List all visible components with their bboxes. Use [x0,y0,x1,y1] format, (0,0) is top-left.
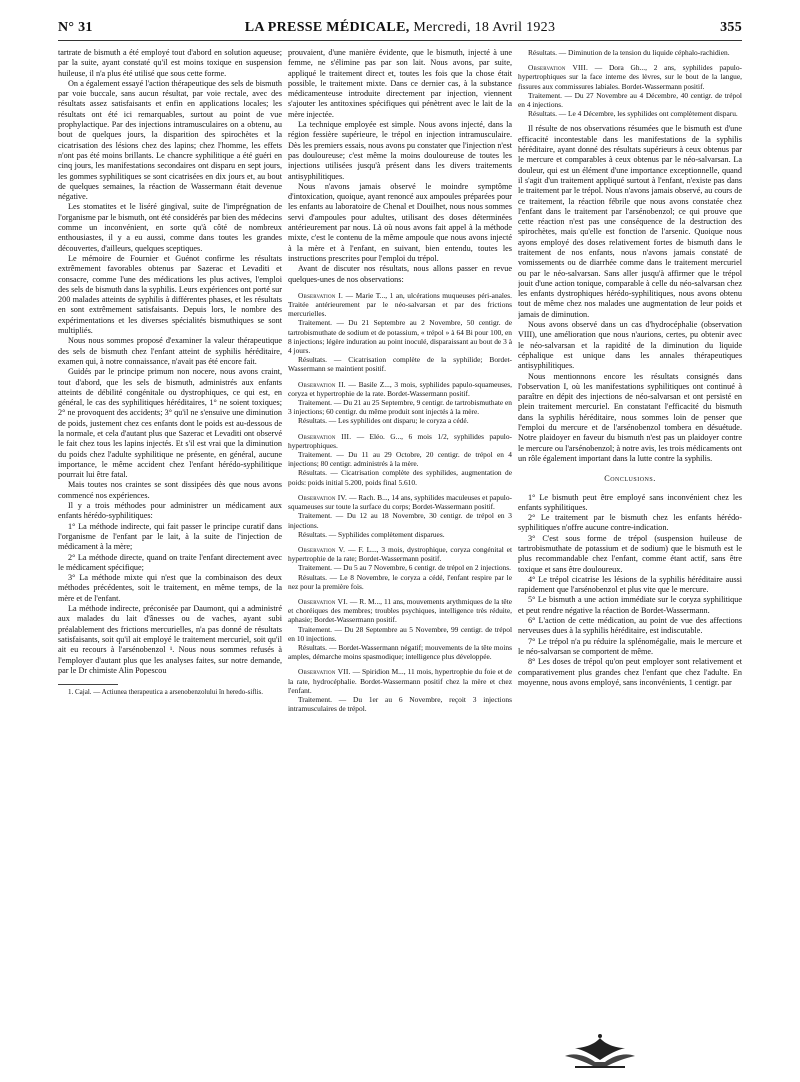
issue-date: Mercredi, 18 Avril 1923 [413,20,556,35]
paragraph: La méthode indirecte, préconisée par Daumont, qui a administré aux malades du lait d'ânesses ou de vaches, ayant subi préalablement des frictions mercurielles, n'a pas donné de résultats satisfaisants, soit qu'il ait employé le traitement mercuriel, soit qu'il ait eu recours à l'arsénobenzol ¹. Nous nous sommes refusés à l'employer d'autant plus que les analyses faites, sur notre demande, par le Dr chimiste Alin Popescou [58,604,282,675]
observation-treatment: Traitement. — Du 27 Novembre au 4 Décembre, 40 centigr. de trépol en 4 injections. [518,90,742,110]
paragraph: 1° La méthode indirecte, qui fait passer le principe curatif dans l'organisme de l'enfant par le lait, à la suite de l'injection de médicament à la mère; [58,521,282,552]
journal-title [58,20,742,36]
observation-label: Observation VI. [298,596,348,606]
observation-label: Observation V. [298,544,346,554]
issue-number: N° 31 [58,20,93,35]
observation-treatment: Traitement. — Du 1er au 6 Novembre, reçoit 3 injections intramusculaires de trépol. [288,694,512,714]
observation-7 [288,667,512,695]
observation-1 [288,291,512,319]
paragraph: Nous mentionnons encore les résultats consignés dans l'observation I, où les manifestations syphilitiques ont continué à paraître en dépit des injections de néo-salvarsan et ont persisté en plein traitement mercuriel. En constatant l'efficacité du bismuth dans la syphilis héréditaire, nous sommes loin de penser que l'emploi du mercure et de l'arsénobenzol tombera en désuétude. Notre plaidoyer en faveur du bismuth n'est pas un plaidoyer contre le mercure ou l'arsénobenzol; à notre avis, les trois médicaments ont un rôle également important dans la lutte contre la syphilis. [518,371,742,463]
conclusion-item: 5° Le bismuth a une action immédiate sur le coryza syphilitique et peut rendre négative la réaction de Bordet-Wassermann. [518,595,742,615]
observation-label: Observation III. [298,431,352,441]
paragraph: Avant de discuter nos résultats, nous allons passer en revue quelques-unes de nos observations: [288,264,512,284]
column-3 [518,48,742,1066]
observation-treatment: Traitement. — Du 28 Septembre au 5 Novembre, 99 centigr. de trépol en 10 injections. [288,624,512,643]
observation-text: — Basile Z..., 3 mois, syphilides papulo-squameuses, coryza et hypertrophie de la rate. Bordet-Wassermann positif. [288,379,512,398]
observation-3 [288,432,512,450]
observation-8 [518,63,742,91]
page-number: 355 [720,20,742,35]
paragraph: 3° La méthode mixte qui n'est que la combinaison des deux méthodes précédentes, soit le traitement, en même temps, de la mère et de l'enfant. [58,573,282,603]
paragraph: Il résulte de nos observations résumées que le bismuth est d'une efficacité incontestable dans les manifestations de la syphilis héréditaire, ayant donné des résultats supérieurs à ceux obtenus par le mercure et comparables à ceux obtenus par le néo-salvarsan. La douleur, qui est un élément d'une importance exceptionnelle, quand il s'agit d'un traitement appliqué surtout à l'enfant, n'existe pas dans le traitement par le trépol. Nous n'avons jamais observé, au cours de ce traitement, la réaction fébrile que nous avons constatée chez l'enfant dans le traitement par l'arsénobenzol; ce qui prouve que cette réaction n'est pas une conséquence de la destruction des spirochètes, mais qu'elle est fonction de l'arsenic. Quoique nous ayons employé des doses relativement fortes de bismuth dans le traitement de nos enfants, nous n'avons jamais constaté de vomissements ou de diarrhée comme dans le traitement mercuriel ou par le néo-salvarsan. Sans aller jusqu'à affirmer que le trépol jouit d'une action tonique, comparable à celle du néo-salvarsan chez les enfants dystrophiques hérédo-syphilitiques, nous avons obtenu tout de même chez nos malades une augmentation de leur poids et jamais de diminution. [518,124,742,319]
observation-5 [288,545,512,563]
column-1 [58,48,282,1066]
paragraph: Nous nous sommes proposé d'examiner la valeur thérapeutique des sels de bismuth chez l'enfant atteint de syphilis héréditaire, examen qui, à notre connaissance, n'avait pas été encore fait. [58,336,282,366]
paragraph: Nous avons observé dans un cas d'hydrocéphalie (observation VIII), une amélioration que nous n'aurions, certes, pu obtenir avec le néo-salvarsan et la rapidité de la diminution du liquide céphalique est unique dans les annales thérapeutiques antisyphilitiques. [518,320,742,371]
observation-results: Résultats. — Bordet-Wassermann négatif; mouvements de la tête moins amples, démarche moins spasmodique; intelligence plus développée. [288,642,512,662]
observation-text: — R. M..., 11 ans, mouvements arythmiques de la tête et choréiques des membres; troubles psychiques, intelligence très réduite, aphasie; Bordet-Wassermann positif. [288,596,512,625]
conclusion-item: 3° C'est sous forme de trépol (suspension huileuse de tartrobismuthate de potassium et de sodium) que le bismuth est le plus recommandable chez l'enfant, comme étant actif, sans être toxique et sans être douloureux. [518,533,742,574]
observation-text: — Marie T..., 1 an, ulcérations muqueuses péri-anales. Traitée antérieurement par le néo-salvarsan et par des frictions mercurielles. [288,290,512,319]
observation-label: Observation I. [298,290,344,300]
page-header [58,20,742,41]
conclusion-item: 6° L'action de cette médication, au point de vue des affections nerveuses dues à la syphilis héréditaire, est indiscutable. [518,616,742,636]
paragraph: Mais toutes nos craintes se sont dissipées dès que nous avons commencé nos expériences. [58,480,282,500]
paragraph: Le mémoire de Fournier et Guénot confirme les résultats extrêmement favorables obtenus par Sazerac et Levaditi et consacre, comme l'une des médications les plus actives, l'emploi des sels de bismuth dans la syphilis. Leurs expériences ont porté sur 200 malades atteints de syphilis à différentes phases, et les résultats en sont extrêmement satisfaisants. Depuis lors, le nombre des expérimentations et les diverses spécialités bismuthiques se sont multipliés. [58,253,282,336]
column-2 [288,48,512,1066]
paragraph: Nous n'avons jamais observé le moindre symptôme d'intoxication, quoique, ayant renoncé aux ampoules préparées pour les enfants au laboratoire de Chenal et Douilhet, nous nous sommes servi d'ampoules pour adultes, utilisant des doses déterminées antérieurement par nous. Là où nous avons fait appel à la méthode mixte, c'est le contenu de la même ampoule que nous avons injecté à la mère et à l'enfant, en suivant, bien entendu, toutes les instructions prescrites pour l'emploi du trépol. [288,181,512,263]
paragraph: tartrate de bismuth a été employé tout d'abord en solution aqueuse; par la suite, ayant constaté qu'il est moins toxique en suspension huileuse, il n'a plus été utilisé que sous cette forme. [58,48,282,78]
decorative-ornament [545,1030,655,1070]
observation-treatment: Traitement. — Du 21 au 25 Septembre, 9 centigr. de tartrobismuthate en 3 injections; 60 centigr. du même produit sont injectés à la mère. [288,398,512,417]
observation-treatment: Traitement. — Du 5 au 7 Novembre, 6 centigr. de trépol en 2 injections. [298,563,511,573]
observation-text: — Rach. B..., 14 ans, syphilides maculeuses et papulo-squameuses sur toute la surface du corps; Bordet-Wassermann positif. [288,492,512,512]
observation-treatment: Traitement. — Du 12 au 18 Novembre, 30 centigr. de trépol en 3 injections. [288,511,512,530]
observation-results: Résultats. — Le 8 Novembre, le coryza a cédé, l'enfant respire par le nez pour la première fois. [288,572,512,591]
paragraph: On a également essayé l'action thérapeutique des sels de bismuth par voie buccale, sans aucun résultat, par voie rectale, avec des résultats assez satisfaisants et enfin en applications locales; les résultats ont été ici remarquables, surtout au point de vue prophylactique. Par des injections intramusculaires on a obtenu, au bout de quelques jours, la disparition des spirochètes et la cicatrisation des lésions chez des lapins; chez l'homme, les effets n'ont pas été moins brillants. Le chancre syphilitique a été guéri en cinq jours, les manifestations secondaires ont disparu en sept jours, les gommes syphilitiques se sont cicatrisées en dix jours et, au bout de quelques semaines, la réaction de Wassermann était devenue négative. [58,78,282,202]
paragraph: Il y a trois méthodes pour administrer un médicament aux enfants hérédo-syphilitiques: [58,501,282,521]
conclusion-item: 4° Le trépol cicatrise les lésions de la syphilis héréditaire aussi rapidement que l'arsénobenzol et plus vite que le mercure. [518,574,742,595]
paragraph: Les stomatites et le liséré gingival, suite de l'imprégnation de l'organisme par le bismuth, ont été considérés par bien des médecins comme un inconvénient, en sorte qu'à côté de nombreux enthousiastes, il y a eu aussi, comme dans toutes les grandes découvertes, d'ailleurs, quelques sceptiques. [58,202,282,253]
footnote-divider [58,684,118,685]
observation-label: Observation VIII. [528,63,589,73]
observation-text: — F. L..., 3 mois, dystrophique, coryza congénital et hypertrophie de la rate; Bordet-Wassermann positif. [288,544,512,564]
conclusion-item: 2° Le traitement par le bismuth chez les enfants hérédo-syphilitiques n'offre aucune contre-indication. [518,513,742,533]
conclusions-heading: Conclusions. [604,474,656,484]
observation-label: Observation VII. [298,667,351,677]
observation-results: Résultats. — Syphilides complètement disparues. [298,529,445,539]
observation-results: Résultats. — Les syphilides ont disparu; le coryza a cédé. [298,416,469,426]
observation-text: — Spiridion M..., 11 mois, hypertrophie du foie et de la rate, hydrocéphalie. Bordet-Wassermann positif chez la mère et chez l'enfant. [288,667,512,695]
conclusion-item: 1° Le bismuth peut être employé sans inconvénient chez les enfants syphilitiques. [518,492,742,512]
paragraph: prouvaient, d'une manière évidente, que le bismuth, injecté à une femme, ne s'élimine pas par son lait. Nous avons, par suite, appliqué le traitement direct et, toutes les fois que la chose était possible, le traitement mixte. Dans ce dernier cas, à la substance médicamenteuse introduite directement par injection, viennent s'ajouter les antitoxines spécifiques qui pénètrent avec le lait de la mère injectée. [288,48,512,119]
observation-label: Observation II. [298,379,346,389]
footnote: 1. Cajal. — Actiunea therapeutica a arsenobenzolului în heredo-siflis. [68,688,263,697]
observation-results: Résultats. — Cicatrisation complète de la syphilide; Bordet-Wassermann se maintient positif. [288,355,512,374]
observation-results: Résultats. — Cicatrisation complète des syphilides, augmentation de poids: poids initial 5.200, poids final 5.610. [288,468,512,487]
conclusion-item: 8° Les doses de trépol qu'on peut employer sont relativement et comparativement plus grandes chez l'enfant que chez l'adulte. En moyenne, nous avons employé, sans inconvénients, 1 centigr. par [518,657,742,687]
observation-label: Observation IV. [298,492,348,502]
journal-name: LA PRESSE MÉDICALE, [244,20,410,35]
observation-2 [288,380,512,398]
observation-treatment: Traitement. — Du 21 Septembre au 2 Novembre, 50 centigr. de tartrobismuthate de sodium et de potassium, « trépol » à 64 Bi pour 100, en 8 injections; légère induration au point inoculé, disparaissant au bout de 3 à 4 jours. [288,318,512,356]
observation-treatment: Traitement. — Du 11 au 29 Octobre, 20 centigr. de trépol en 4 injections; 80 centigr. administrés à la mère. [288,450,512,469]
paragraph: La technique employée est simple. Nous avons injecté, dans la région fessière supérieure, le trépol en injection intramusculaire. Dès les premiers essais, nous avons pu constater que l'injection n'est pas douloureuse; c'est même la moins douloureuse de toutes les injections utilisées jusqu'à présent dans les divers traitements antisyphilitiques. [288,120,512,181]
observation-4 [288,493,512,511]
observation-text: — Dora Gh..., 2 ans, syphilides papulo-hypertrophiques sur la face interne des lèvres, sur le bout de la langue, fissures aux commissures labiales. Bordet-Wassermann positif. [518,63,742,91]
paragraph: Guidés par le principe primum non nocere, nous avons craint, tout d'abord, que les sels de bismuth, administrés aux enfants atteints de débilité congénitale ou dystrophiques, ce qui est, en général, le cas des syphilitiques héréditaires, 1° ne soient toxiques; 2° ne provoquent des accidents; 3° qu'il ne s'ensuive une diminution de poids, justement chez ces enfants dont le poids est au-dessous de la normale, et cela d'autant plus que Sazerac et Levaditi ont observé le fait chez tous les lapins injectés. Et s'il est vrai que la diminution du poids chez l'adulte syphilitique ne présente, en général, aucune importance, le même accident chez l'enfant hérédo-syphilitique pourrait lui être fatal. [58,367,282,480]
observation-results: Résultats. — Diminution de la tension du liquide céphalo-rachidien. [528,48,730,57]
observation-text: — Eléo. G..., 6 mois 1/2, syphilides papulo-hypertrophiques. [288,431,512,450]
observation-results: Résultats. — Le 4 Décembre, les syphilides ont complètement disparu. [528,109,738,119]
paragraph: 2° La méthode directe, quand on traite l'enfant directement avec le médicament spécifique; [58,552,282,572]
observation-6 [288,597,512,625]
conclusion-item: 7° Le trépol n'a pu réduire la splénomégalie, mais le mercure et le néo-salvarsan se comportent de même. [518,636,742,656]
